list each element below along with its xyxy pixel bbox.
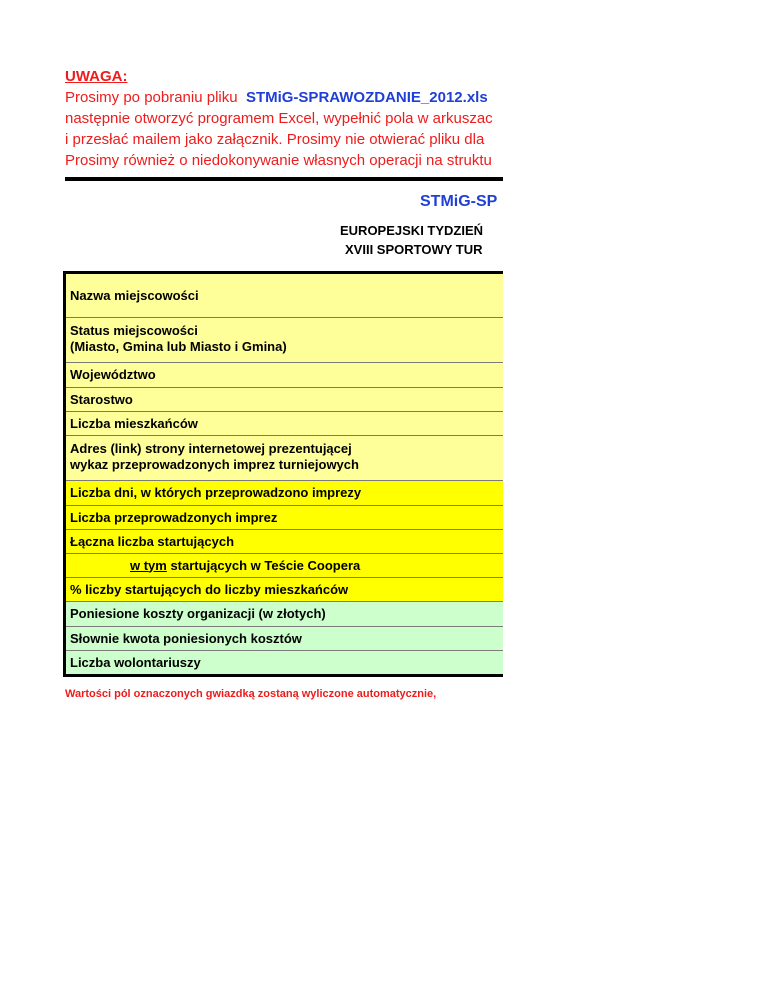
row-label: Nazwa miejscowości [70, 287, 199, 303]
row-wojewodztwo [66, 363, 503, 388]
row-label: Łączna liczba startujących [70, 533, 235, 549]
notice-line-1 [65, 87, 493, 108]
row-label: Liczba dni, w których przeprowadzono imprezy [70, 485, 362, 500]
row-starostwo [66, 388, 503, 412]
row-nazwa-miejscowosci [66, 274, 503, 318]
row-label-line-2: (Miasto, Gmina lub Miasto i Gmina) [70, 339, 287, 354]
notice-line-2: następnie otworzyć programem Excel, wypełnić pola w arkuszac [65, 110, 493, 127]
row-label-line-1: Adres (link) strony internetowej prezentującej [70, 441, 352, 456]
divider-rule [65, 177, 503, 181]
row-liczba-imprez [66, 506, 503, 530]
row-label: Liczba przeprowadzonych imprez [70, 509, 278, 525]
row-label: Poniesione koszty organizacji (w złotych) [70, 606, 326, 621]
row-w-tym-test-coopera [66, 554, 503, 578]
footnote: Wartości pól oznaczonych gwiazdką zostaną wyliczone automatycznie, [65, 688, 437, 700]
row-label: Liczba mieszkańców [70, 415, 198, 431]
row-label: Starostwo [70, 391, 133, 407]
notice-line-3: i przesłać mailem jako załącznik. Prosimy nie otwierać pliku dla [65, 131, 485, 148]
row-label-prefix: w tym [130, 557, 167, 573]
row-label-line-2: wykaz przeprowadzonych imprez turniejowych [70, 457, 359, 472]
form-subtitle-1: EUROPEJSKI TYDZIEŃ [340, 223, 484, 238]
row-status-miejscowosci [66, 318, 503, 363]
report-form-table [63, 271, 503, 677]
row-adres-strony [66, 436, 503, 481]
notice-block [65, 66, 493, 171]
row-slownie-kwota [66, 627, 503, 651]
notice-heading: UWAGA: [65, 68, 128, 85]
row-liczba-mieszkancow [66, 412, 503, 436]
row-liczba-wolontariuszy [66, 651, 503, 674]
row-label: Słownie kwota poniesionych kosztów [70, 630, 302, 646]
row-label: Liczba wolontariuszy [70, 654, 201, 670]
row-liczba-dni [66, 481, 503, 506]
row-laczna-liczba-startujacych [66, 530, 503, 554]
row-label-line-1: Status miejscowości [70, 323, 198, 338]
row-procent-startujacych [66, 578, 503, 602]
notice-line-4: Prosimy również o niedokonywanie własnych operacji na struktu [65, 152, 492, 169]
notice-filename: STMiG-SPRAWOZDANIE_2012.xls [245, 89, 488, 106]
row-koszty-organizacji [66, 602, 503, 627]
form-title: STMiG-SP [420, 193, 498, 210]
notice-line-1-text: Prosimy po pobraniu pliku [65, 89, 238, 106]
row-label: Województwo [70, 367, 156, 382]
row-label: % liczby startujących do liczby mieszkańców [70, 581, 349, 597]
row-label-rest: startujących w Teście Coopera [166, 557, 361, 573]
form-subtitle-2: XVIII SPORTOWY TUR [345, 242, 483, 257]
